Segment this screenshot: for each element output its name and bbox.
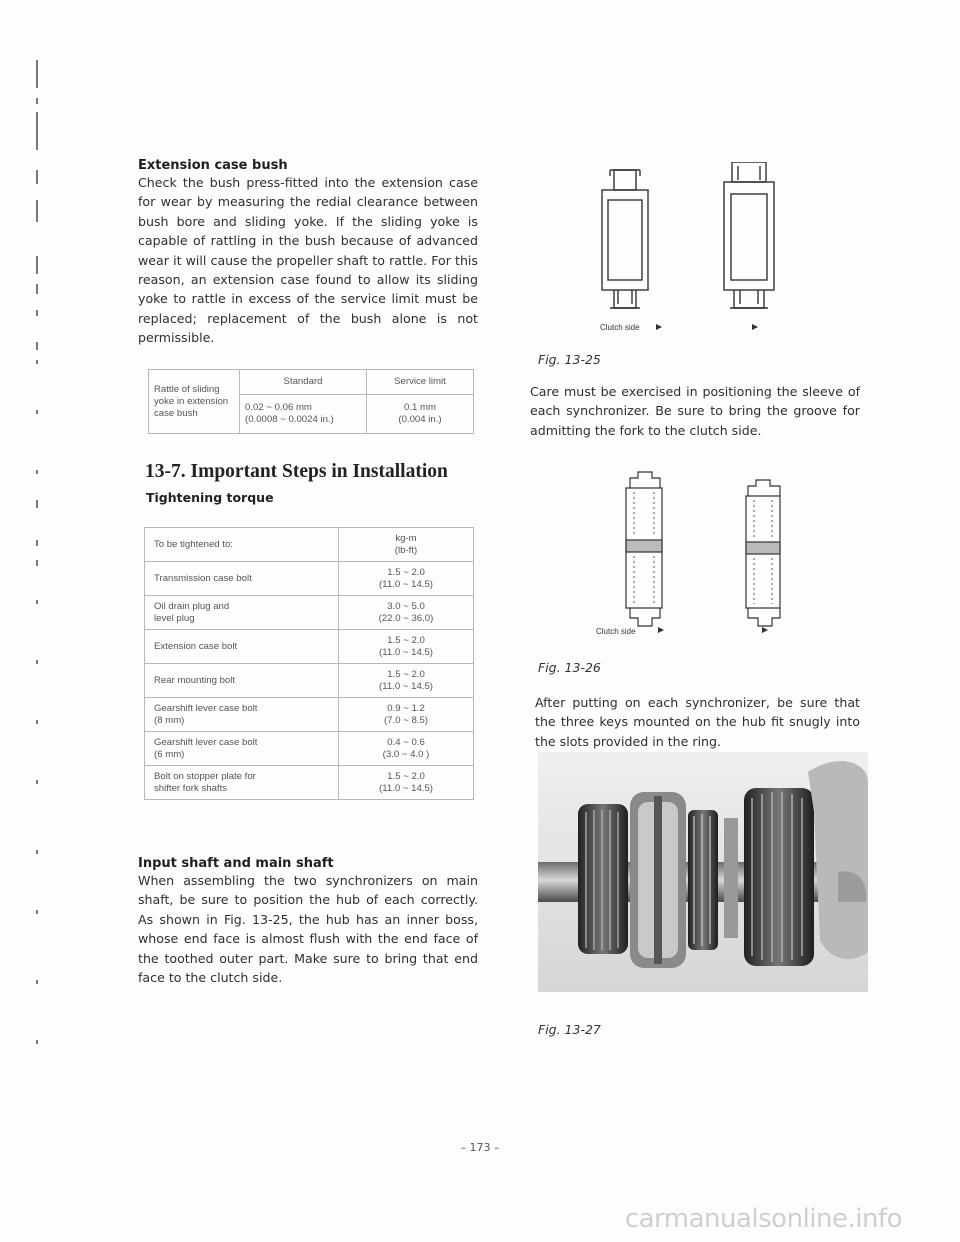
fig26-caption: Fig. 13-26: [538, 660, 601, 675]
fig25-paragraph: Care must be exercised in positioning the sleeve of each synchronizer. Be sure to bring the groove for admitting the fork to the clutch side.: [530, 384, 860, 438]
input-shaft-paragraph: When assembling the two synchronizers on main shaft, be sure to position the hub of each correctly. As shown in Fig. 13-25, the hub has an inner boss, whose end face is almost flush with the end face of the toothed outer part. Make sure to bring that end face to the clutch side.: [138, 873, 478, 986]
torque-header-item: To be tightened to:: [145, 528, 339, 562]
fig25-caption: Fig. 13-25: [538, 352, 601, 367]
torque-item: Gearshift lever case bolt: [154, 736, 258, 748]
table-row: [145, 732, 474, 766]
section-title: 13-7. Important Steps in Installation: [145, 461, 448, 482]
input-shaft-section: [138, 856, 478, 987]
torque-header-unit: [339, 528, 474, 562]
arrow-left-icon: [656, 324, 662, 330]
hub-diagram: [600, 162, 790, 332]
figure-13-26: [596, 468, 806, 640]
fig25-paragraph-wrap: [530, 382, 860, 440]
arrow-left-icon: [658, 627, 664, 633]
torque-lbft: (7.0 ~ 8.5): [384, 714, 428, 726]
table-row: [145, 630, 474, 664]
table-row: [145, 562, 474, 596]
input-shaft-heading: Input shaft and main shaft: [138, 856, 334, 871]
service-header: Service limit: [367, 370, 474, 395]
rattle-row-label: Rattle of sliding yoke in extension case bush: [149, 370, 240, 434]
torque-item-sub: level plug: [154, 612, 195, 624]
torque-lbft: (11.0 ~ 14.5): [379, 578, 433, 590]
sleeve-diagram: [596, 468, 806, 640]
torque-header-row: [145, 528, 474, 562]
torque-item-sub: shifter fork shafts: [154, 782, 228, 794]
torque-kgm: 1.5 ~ 2.0: [387, 668, 425, 680]
torque-kgm: 1.5 ~ 2.0: [387, 634, 425, 646]
torque-item-sub: (8 mm): [154, 714, 185, 726]
extension-heading: Extension case bush: [138, 158, 288, 173]
table-row: [145, 664, 474, 698]
fig26-clutch-label: Clutch side: [596, 627, 636, 636]
gearshaft-photo: [538, 752, 868, 992]
fig26-paragraph: After putting on each synchronizer, be sure that the three keys mounted on the hub fit snugly into the slots provided in the ring.: [535, 695, 860, 749]
tightening-torque-label: Tightening torque: [146, 490, 274, 505]
torque-item: Gearshift lever case bolt: [154, 702, 258, 714]
figure-13-27-photo: [538, 752, 868, 992]
page-number: – 173 –: [460, 1141, 500, 1154]
standard-header: Standard: [240, 370, 367, 395]
torque-kgm: 3.0 ~ 5.0: [387, 600, 425, 612]
torque-item-sub: (6 mm): [154, 748, 185, 760]
torque-lbft: (11.0 ~ 14.5): [379, 680, 433, 692]
table-row: [145, 766, 474, 800]
arrow-left-icon: [762, 627, 768, 633]
torque-item: Transmission case bolt: [154, 572, 252, 584]
standard-value: 0.02 ~ 0.06 mm: [245, 402, 312, 413]
service-value-cell: [367, 395, 474, 434]
torque-item: Rear mounting bolt: [154, 674, 236, 686]
torque-lbft: (3.0 ~ 4.0 ): [382, 748, 430, 760]
torque-table: [144, 527, 474, 800]
arrow-left-icon: [752, 324, 758, 330]
torque-lbft: (11.0 ~ 14.5): [379, 646, 433, 658]
fig25-clutch-label: Clutch side: [600, 323, 640, 332]
service-value: 0.1 mm: [404, 402, 436, 413]
torque-kgm: 0.9 ~ 1.2: [387, 702, 425, 714]
fig27-caption: Fig. 13-27: [538, 1022, 601, 1037]
fig26-paragraph-wrap: [535, 693, 860, 751]
rattle-table: [148, 369, 474, 434]
table-row: [145, 596, 474, 630]
torque-item: Bolt on stopper plate for: [154, 770, 256, 782]
margin-marks: [36, 60, 50, 1060]
torque-kgm: 0.4 ~ 0.6: [387, 736, 425, 748]
standard-value-in: (0.0008 ~ 0.0024 in.): [245, 414, 334, 425]
watermark: carmanualsonline.info: [624, 1204, 902, 1234]
table-row: [145, 698, 474, 732]
extension-paragraph: Check the bush press-fitted into the extension case for wear by measuring the redial clearance between bush bore and sliding yoke. If the sliding yoke is capable of rattling in the bush because of advanced wear it will cause the propeller shaft to rattle. For this reason, an extension case found to allow its sliding yoke to rattle in excess of the service limit must be replaced; replacement of the bush alone is not permissible.: [138, 175, 478, 346]
extension-section: [138, 158, 478, 348]
torque-kgm: 1.5 ~ 2.0: [387, 566, 425, 578]
service-value-in: (0.004 in.): [398, 414, 442, 425]
torque-unit-kgm: kg-m: [395, 532, 417, 544]
torque-kgm: 1.5 ~ 2.0: [387, 770, 425, 782]
torque-unit-lbft: (lb-ft): [394, 544, 418, 556]
torque-item: Extension case bolt: [154, 640, 238, 652]
figure-13-25: [600, 162, 790, 332]
torque-lbft: (22.0 ~ 36.0): [378, 612, 434, 624]
torque-item: Oil drain plug and: [154, 600, 230, 612]
standard-value-cell: [240, 395, 367, 434]
torque-lbft: (11.0 ~ 14.5): [379, 782, 433, 794]
